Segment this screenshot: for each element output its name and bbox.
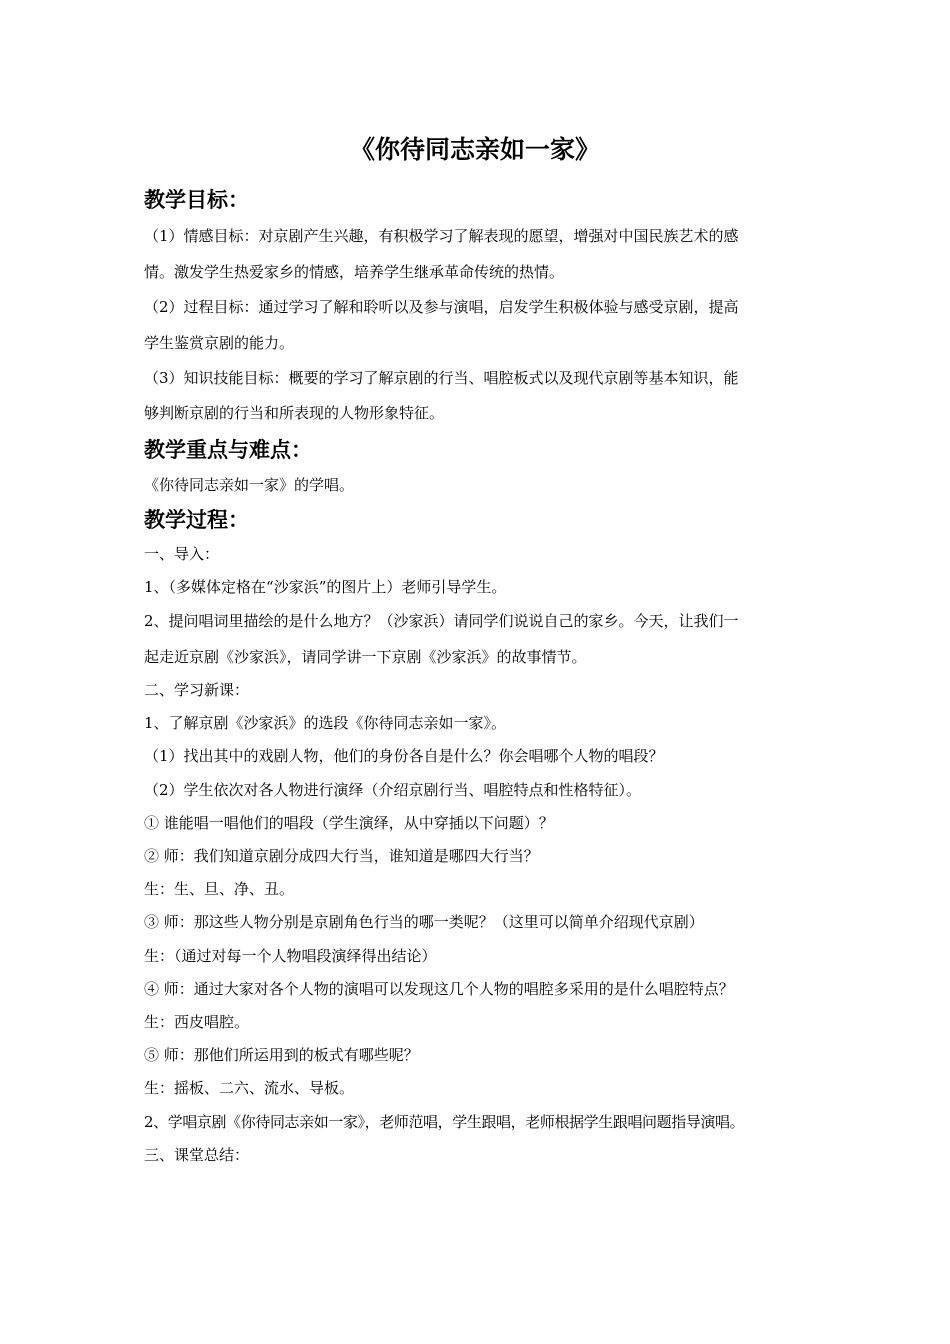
objectives-line: （2）过程目标：通过学习了解和聆听以及参与演唱，启发学生积极体验与感受京剧，提高	[144, 298, 739, 316]
objectives-line: 学生鉴赏京剧的能力。	[144, 334, 295, 352]
document-title: 《你待同志亲如一家》	[349, 135, 600, 164]
process-line: 生：西皮唱腔。	[144, 1013, 250, 1031]
process-line: ④ 师：通过大家对各个人物的演唱可以发现这几个人物的唱腔多采用的是什么唱腔特点？	[144, 980, 734, 998]
objectives-line: 够判断京剧的行当和所表现的人物形象特征。	[144, 404, 445, 422]
objectives-line: （1）情感目标：对京剧产生兴趣，有积极学习了解表现的愿望，增强对中国民族艺术的感	[144, 227, 739, 245]
process-line: 1、（多媒体定格在“沙家浜”的图片上）老师引导学生。	[144, 578, 507, 596]
process-line: 1、了解京剧《沙家浜》的选段《你待同志亲如一家》。	[144, 714, 507, 732]
process-line: 一、导入：	[144, 545, 220, 563]
objectives-line: （3）知识技能目标：概要的学习了解京剧的行当、唱腔板式以及现代京剧等基本知识，能	[144, 369, 739, 387]
process-line: ② 师：我们知道京剧分成四大行当，谁知道是哪四大行当？	[144, 847, 539, 865]
process-line: ③ 师：那这些人物分别是京剧角色行当的哪一类呢？（这里可以简单介绍现代京剧）	[144, 913, 704, 931]
process-line: 2、提问唱词里描绘的是什么地方？（沙家浜）请同学们说说自己的家乡。今天，让我们一	[144, 612, 739, 630]
key-points-line: 《你待同志亲如一家》的学唱。	[144, 476, 355, 494]
process-line: 起走近京剧《沙家浜》，请同学讲一下京剧《沙家浜》的故事情节。	[144, 648, 587, 666]
process-line: 生：生、旦、净、丑。	[144, 880, 295, 898]
process-line: 2、学唱京剧《你待同志亲如一家》，老师范唱，学生跟唱，老师根据学生跟唱问题指导演唱。	[144, 1113, 745, 1131]
process-line: （2）学生依次对各人物进行演绎（介绍京剧行当、唱腔特点和性格特征）。	[144, 781, 642, 799]
process-line: （1）找出其中的戏剧人物，他们的身份各自是什么？你会唱哪个人物的唱段？	[144, 747, 664, 765]
process-line: ① 谁能唱一唱他们的唱段（学生演绎，从中穿插以下问题）？	[144, 814, 554, 832]
process-line: ⑤ 师：那他们所运用到的板式有哪些呢？	[144, 1046, 419, 1064]
process-line: 三、课堂总结：	[144, 1146, 250, 1164]
process-line: 生：摇板、二六、流水、导板。	[144, 1079, 355, 1097]
objectives-line: 情。激发学生热爱家乡的情感，培养学生继承革命传统的热情。	[144, 263, 565, 281]
key-points-heading: 教学重点与难点：	[144, 438, 312, 462]
objectives-heading: 教学目标：	[144, 188, 249, 212]
process-heading: 教学过程：	[144, 508, 249, 532]
process-line: 生：（通过对每一个人物唱段演绎得出结论）	[144, 947, 437, 965]
process-line: 二、学习新课：	[144, 681, 250, 699]
